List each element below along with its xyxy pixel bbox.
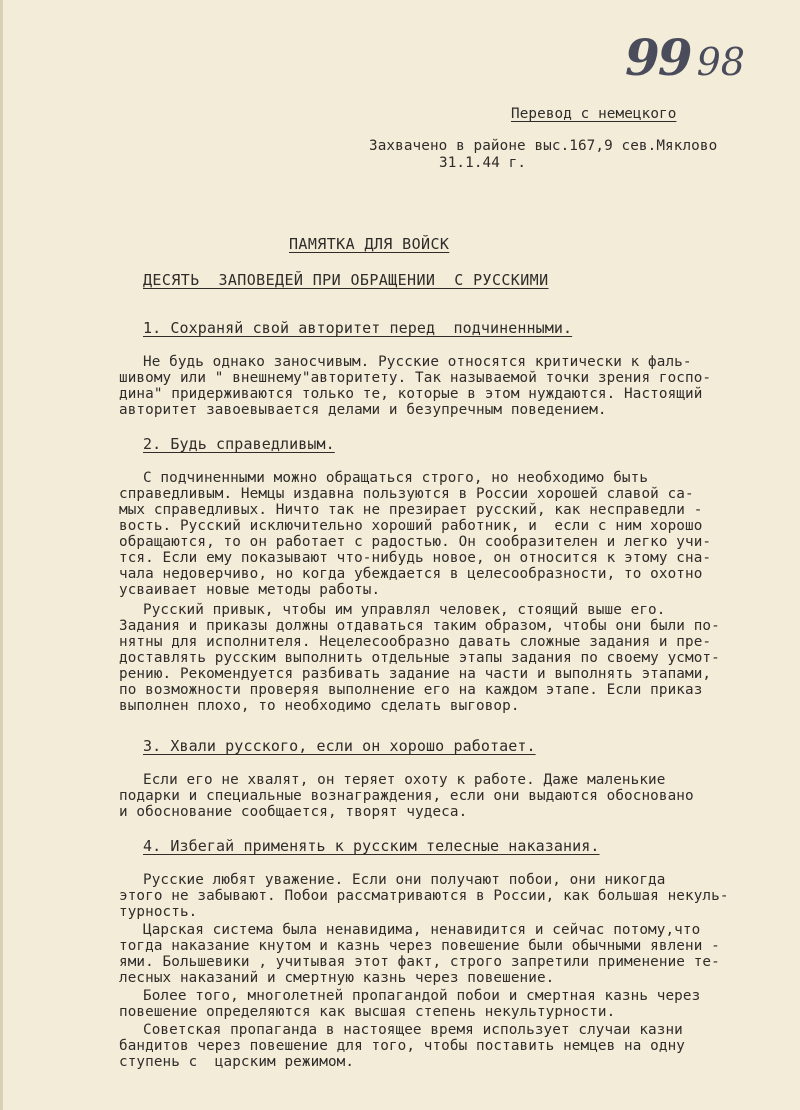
section-2-line: доставлять русским выполнить отдельные этапы задания по своему усмот-	[119, 650, 720, 666]
section-2-line: тся. Если ему показывают что-нибудь новое, он относится к этому сна-	[119, 550, 712, 566]
section-2-line: нятны для исполнителя. Нецелесообразно давать сложные задания и пре-	[119, 634, 712, 650]
section-4-line: Более того, многолетней пропагандой побои и смертная казнь через	[143, 988, 701, 1004]
section-2-line: выполнен плохо, то необходимо сделать выговор.	[119, 698, 520, 714]
section-4-line: турность.	[119, 904, 198, 920]
captured-date: 31.1.44 г.	[439, 155, 527, 171]
section-4-line: тогда наказание кнутом и казнь через повешение были обычными явлени -	[119, 938, 720, 954]
section-1-line: шивому или " внешнему"авторитету. Так называемой точки зрения госпо-	[119, 370, 712, 386]
section-2-line: по возможности проверяя выполнение его на каждом этапе. Если приказ	[119, 682, 703, 698]
captured-location: Захвачено в районе выс.167,9 сев.Мяклово	[369, 138, 718, 154]
section-1-line: Не будь однако заносчивым. Русские относятся критически к фаль-	[143, 354, 692, 370]
handwritten-number-main: 99	[625, 28, 691, 87]
section-3-line: подарки и специальные вознаграждения, если они выдаются обосновано	[119, 788, 694, 804]
section-2-line: обращаются, то он работает с радостью. Он сообразителен и легко учи-	[119, 534, 712, 550]
section-2-line: вость. Русский исключительно хороший работник, и если с ним хорошо	[119, 518, 703, 534]
memo-title: ПАМЯТКА ДЛЯ ВОЙСК	[289, 235, 450, 253]
section-4-line: повешение определяются как высшая степень некультурности.	[119, 1004, 616, 1020]
section-4-line: Советская пропаганда в настоящее время использует случаи казни	[143, 1022, 683, 1038]
section-4-line: ступень с царским режимом.	[119, 1054, 355, 1070]
memo-subtitle: ДЕСЯТЬ ЗАПОВЕДЕЙ ПРИ ОБРАЩЕНИИ С РУССКИМИ	[143, 271, 549, 289]
section-4-line: бандитов через повешение для того, чтобы поставить немцев на одну	[119, 1038, 685, 1054]
section-2-line: усваивает новые методы работы.	[119, 582, 381, 598]
section-2-line: справедливым. Немцы издавна пользуются в России хорошей славой са-	[119, 486, 694, 502]
section-2-line: чала недоверчиво, но когда убеждается в целесообразности, то охотно	[119, 566, 703, 582]
section-2-line: С подчиненными можно обращаться строго, но необходимо быть	[143, 470, 649, 486]
section-3-heading: 3. Хвали русского, если он хорошо работает.	[143, 737, 536, 755]
section-2-heading: 2. Будь справедливым.	[143, 435, 335, 453]
section-4-heading: 4. Избегай применять к русским телесные наказания.	[143, 837, 600, 855]
section-2-line: мых справедливых. Ничто так не презирает русский, как несправедли -	[119, 502, 703, 518]
section-3-line: и обоснование сообщается, творят чудеса.	[119, 804, 468, 820]
section-4-line: Русские любят уважение. Если они получают побои, они никогда	[143, 872, 666, 888]
section-1-line: авторитет завоевывается делами и безупречным поведением.	[119, 402, 607, 418]
section-2-line: рению. Рекомендуется разбивать задание на части и выполнять этапами,	[119, 666, 712, 682]
section-2-line: Русский привык, чтобы им управлял человек, стоящий выше его.	[143, 602, 666, 618]
handwritten-number-alt: 98	[696, 40, 745, 84]
section-1-line: дина" придерживаются только те, которые в этом нуждаются. Настоящий	[119, 386, 703, 402]
section-4-line: Царская система была ненавидима, ненавидится и сейчас потому,что	[143, 922, 701, 938]
handwritten-page-number	[625, 28, 745, 87]
section-3-line: Если его не хвалят, он теряет охоту к работе. Даже маленькие	[143, 772, 666, 788]
section-4-line: этого не забывают. Побои рассматриваются в России, как большая некуль-	[119, 888, 729, 904]
section-4-line: лесных наказаний и смертную казнь через повешение.	[119, 970, 555, 986]
section-2-line: Задания и приказы должны отдаваться таким образом, чтобы они были по-	[119, 618, 720, 634]
section-1-heading: 1. Сохраняй свой авторитет перед подчиненными.	[143, 319, 573, 337]
section-4-line: ями. Большевики , учитывая этот факт, строго запретили применение те-	[119, 954, 720, 970]
translation-note: Перевод с немецкого	[511, 106, 677, 122]
